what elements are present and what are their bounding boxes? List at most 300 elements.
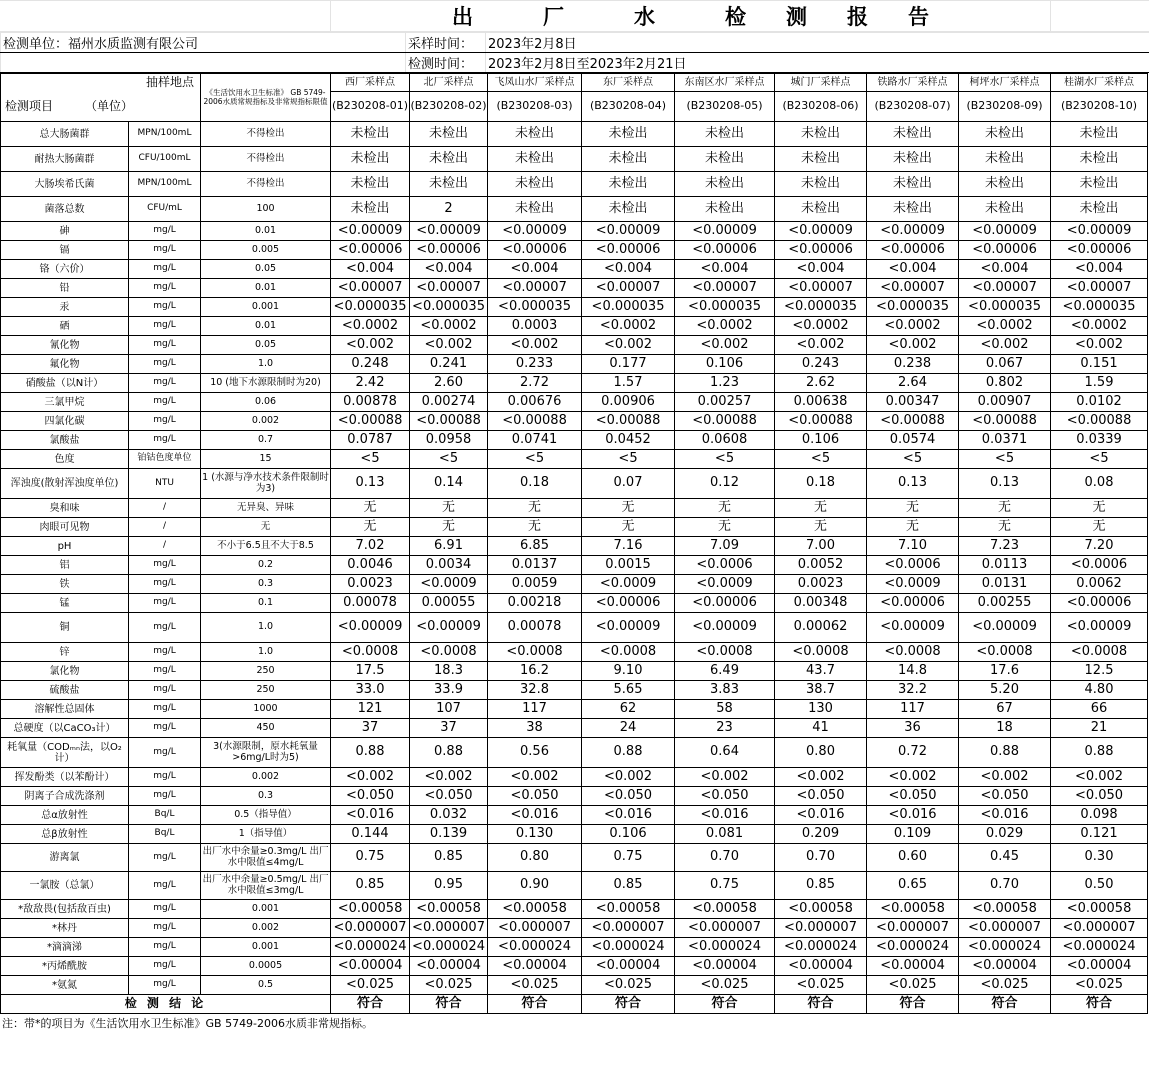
value-cell: <0.0002 — [867, 317, 959, 336]
page-title — [331, 1, 1051, 32]
value-cell: 7.10 — [867, 537, 959, 556]
value-cell: 0.130 — [488, 825, 582, 844]
value-cell: 16.2 — [488, 662, 582, 681]
item-name: 阴离子合成洗涤剂 — [1, 787, 129, 806]
value-cell: 0.18 — [775, 469, 867, 499]
value-cell: 无 — [331, 518, 410, 537]
value-cell: 0.0034 — [410, 556, 488, 575]
value-cell: <0.025 — [488, 976, 582, 995]
unit-cell: mg/L — [129, 575, 201, 594]
title-char: 报 — [847, 5, 869, 29]
value-cell: 0.243 — [775, 355, 867, 374]
value-cell: <0.00006 — [1051, 241, 1148, 260]
value-cell: <0.00004 — [867, 957, 959, 976]
value-cell: <0.000024 — [775, 938, 867, 957]
item-name: 砷 — [1, 222, 129, 241]
value-cell: 0.067 — [959, 355, 1051, 374]
value-cell: 0.209 — [775, 825, 867, 844]
value-cell: 7.16 — [582, 537, 675, 556]
site-name: 北厂采样点 — [410, 74, 488, 92]
value-cell: <0.004 — [1051, 260, 1148, 279]
value-cell: 未检出 — [1051, 172, 1148, 197]
value-cell: 130 — [775, 700, 867, 719]
value-cell: <0.00009 — [1051, 613, 1148, 643]
value-cell: <0.00009 — [582, 613, 675, 643]
limit-cell: 出厂水中余量≥0.3mg/L 出厂水中限值≤4mg/L — [201, 844, 331, 872]
value-cell: 0.70 — [675, 844, 775, 872]
table-row — [1, 450, 1148, 469]
value-cell: <0.025 — [775, 976, 867, 995]
unit-cell: mg/L — [129, 957, 201, 976]
value-cell: <0.00004 — [582, 957, 675, 976]
value-cell: <0.002 — [1051, 768, 1148, 787]
value-cell: 0.0452 — [582, 431, 675, 450]
value-cell: 无 — [582, 518, 675, 537]
table-row — [1, 412, 1148, 431]
value-cell: <0.0008 — [410, 643, 488, 662]
value-cell: 0.0059 — [488, 575, 582, 594]
value-cell: <0.00009 — [675, 222, 775, 241]
item-name: *滴滴涕 — [1, 938, 129, 957]
item-name: 硒 — [1, 317, 129, 336]
value-cell: 0.0137 — [488, 556, 582, 575]
value-cell: 未检出 — [959, 172, 1051, 197]
value-cell: <0.000035 — [675, 298, 775, 317]
results-body — [1, 122, 1148, 995]
limit-cell: 15 — [201, 450, 331, 469]
value-cell: 0.80 — [488, 844, 582, 872]
value-cell: 37 — [331, 719, 410, 738]
value-cell: <0.00088 — [1051, 412, 1148, 431]
value-cell: <0.0002 — [410, 317, 488, 336]
value-cell: <0.00006 — [582, 241, 675, 260]
value-cell: <0.000024 — [1051, 938, 1148, 957]
site-name: 桂湖水厂采样点 — [1051, 74, 1148, 92]
value-cell: <0.00006 — [775, 241, 867, 260]
value-cell: <0.00088 — [675, 412, 775, 431]
conclusion-label: 检 测 结 论 — [1, 995, 331, 1014]
value-cell: <0.00006 — [675, 594, 775, 613]
table-row — [1, 393, 1148, 412]
value-cell: 0.00348 — [775, 594, 867, 613]
value-cell: 0.85 — [410, 844, 488, 872]
value-cell: 未检出 — [582, 147, 675, 172]
item-name: 游离氯 — [1, 844, 129, 872]
value-cell: <0.004 — [410, 260, 488, 279]
value-cell: 0.0023 — [775, 575, 867, 594]
conclusion-value: 符合 — [675, 995, 775, 1014]
value-cell: <0.002 — [675, 768, 775, 787]
table-row — [1, 537, 1148, 556]
value-cell: <0.0008 — [1051, 643, 1148, 662]
value-cell: 未检出 — [331, 197, 410, 222]
item-name: 锌 — [1, 643, 129, 662]
conclusion-value: 符合 — [775, 995, 867, 1014]
item-name: *丙烯酰胺 — [1, 957, 129, 976]
footnote: 注：带*的项目为《生活饮用水卫生标准》GB 5749-2006水质非常规指标。 — [2, 1017, 374, 1030]
value-cell: <0.000007 — [331, 919, 410, 938]
value-cell: 18 — [959, 719, 1051, 738]
value-cell: 0.00078 — [331, 594, 410, 613]
value-cell: <0.0008 — [488, 643, 582, 662]
value-cell: 未检出 — [410, 122, 488, 147]
table-row — [1, 469, 1148, 499]
unit-cell: mg/L — [129, 938, 201, 957]
value-cell: <0.00009 — [867, 222, 959, 241]
value-cell: <0.004 — [867, 260, 959, 279]
header-row-codes — [1, 92, 1148, 122]
value-cell: <0.004 — [331, 260, 410, 279]
value-cell: 未检出 — [675, 122, 775, 147]
value-cell: <0.000007 — [775, 919, 867, 938]
value-cell: 33.9 — [410, 681, 488, 700]
table-row — [1, 518, 1148, 537]
value-cell: <0.00004 — [488, 957, 582, 976]
value-cell: <5 — [1051, 450, 1148, 469]
limit-cell: 0.1 — [201, 594, 331, 613]
value-cell: 23 — [675, 719, 775, 738]
value-cell: 0.13 — [331, 469, 410, 499]
value-cell: <0.00009 — [410, 613, 488, 643]
table-row — [1, 844, 1148, 872]
value-cell: <0.00009 — [331, 222, 410, 241]
value-cell: 17.5 — [331, 662, 410, 681]
value-cell: <0.050 — [582, 787, 675, 806]
value-cell: 32.2 — [867, 681, 959, 700]
value-cell: <0.00009 — [1051, 222, 1148, 241]
limit-cell: 0.01 — [201, 222, 331, 241]
value-cell: <0.002 — [1051, 336, 1148, 355]
item-name: 氯酸盐 — [1, 431, 129, 450]
testing-time-value: 2023年2月8日至2023年2月21日 — [486, 53, 1149, 73]
unit-cell: CFU/mL — [129, 197, 201, 222]
limit-cell: 100 — [201, 197, 331, 222]
value-cell: 58 — [675, 700, 775, 719]
value-cell: <0.002 — [410, 336, 488, 355]
unit-cell: mg/L — [129, 336, 201, 355]
unit-cell: mg/L — [129, 662, 201, 681]
value-cell: 0.75 — [582, 844, 675, 872]
conclusion-value: 符合 — [959, 995, 1051, 1014]
value-cell: <0.050 — [331, 787, 410, 806]
unit-cell: mg/L — [129, 222, 201, 241]
item-name: 色度 — [1, 450, 129, 469]
value-cell: 1.57 — [582, 374, 675, 393]
value-cell: 0.88 — [582, 738, 675, 768]
limit-cell: 不得检出 — [201, 172, 331, 197]
conclusion-value: 符合 — [1051, 995, 1148, 1014]
site-code: (B230208-03) — [488, 92, 582, 122]
table-row — [1, 719, 1148, 738]
value-cell: 未检出 — [488, 197, 582, 222]
value-cell: <0.000024 — [959, 938, 1051, 957]
value-cell: <0.000035 — [488, 298, 582, 317]
value-cell: <0.016 — [959, 806, 1051, 825]
value-cell: <0.0008 — [959, 643, 1051, 662]
table-row — [1, 738, 1148, 768]
value-cell: <0.00009 — [675, 613, 775, 643]
table-row — [1, 122, 1148, 147]
unit-cell: / — [129, 518, 201, 537]
value-cell: 无 — [675, 499, 775, 518]
value-cell: 43.7 — [775, 662, 867, 681]
value-cell: <0.00009 — [582, 222, 675, 241]
value-cell: <0.00007 — [959, 279, 1051, 298]
item-name: 镉 — [1, 241, 129, 260]
value-cell: <0.002 — [331, 336, 410, 355]
table-row — [1, 768, 1148, 787]
limit-cell: 0.002 — [201, 768, 331, 787]
value-cell: <0.00004 — [959, 957, 1051, 976]
unit-cell: mg/L — [129, 919, 201, 938]
limit-cell: 3(水源限制，原水耗氧量>6mg/L时为5) — [201, 738, 331, 768]
table-row — [1, 594, 1148, 613]
limit-cell: 不得检出 — [201, 147, 331, 172]
value-cell: <0.000035 — [1051, 298, 1148, 317]
unit-cell: mg/L — [129, 393, 201, 412]
value-cell: 12.5 — [1051, 662, 1148, 681]
value-cell: 无 — [488, 518, 582, 537]
value-cell: <0.00009 — [488, 222, 582, 241]
table-row — [1, 222, 1148, 241]
table-row — [1, 172, 1148, 197]
value-cell: <0.0002 — [331, 317, 410, 336]
unit-cell: NTU — [129, 469, 201, 499]
value-cell: 0.00878 — [331, 393, 410, 412]
value-cell: 0.88 — [331, 738, 410, 768]
table-row — [1, 499, 1148, 518]
limit-cell: 10 (地下水源限制时为20) — [201, 374, 331, 393]
value-cell: <0.00007 — [488, 279, 582, 298]
value-cell: <0.000035 — [331, 298, 410, 317]
value-cell: <0.050 — [867, 787, 959, 806]
value-cell: <0.00088 — [410, 412, 488, 431]
value-cell: 0.0787 — [331, 431, 410, 450]
item-name: 铜 — [1, 613, 129, 643]
value-cell: 0.106 — [582, 825, 675, 844]
table-row — [1, 900, 1148, 919]
value-cell: <0.050 — [488, 787, 582, 806]
value-cell: <0.002 — [582, 336, 675, 355]
value-cell: 未检出 — [488, 172, 582, 197]
table-row — [1, 613, 1148, 643]
unit-cell: mg/L — [129, 594, 201, 613]
item-name: 总硬度（以CaCO₃计） — [1, 719, 129, 738]
table-row — [1, 336, 1148, 355]
value-cell: 17.6 — [959, 662, 1051, 681]
unit-cell: / — [129, 537, 201, 556]
site-code: (B230208-04) — [582, 92, 675, 122]
value-cell: 7.23 — [959, 537, 1051, 556]
value-cell: 0.30 — [1051, 844, 1148, 872]
unit-cell: mg/L — [129, 241, 201, 260]
value-cell: <0.0008 — [867, 643, 959, 662]
item-name: 总大肠菌群 — [1, 122, 129, 147]
value-cell: 0.12 — [675, 469, 775, 499]
value-cell: <0.000024 — [675, 938, 775, 957]
value-cell: 62 — [582, 700, 675, 719]
value-cell: 0.0741 — [488, 431, 582, 450]
value-cell: <0.050 — [675, 787, 775, 806]
value-cell: 未检出 — [775, 172, 867, 197]
value-cell: <0.000035 — [867, 298, 959, 317]
value-cell: <0.0002 — [582, 317, 675, 336]
value-cell: <0.00007 — [775, 279, 867, 298]
value-cell: <0.00004 — [1051, 957, 1148, 976]
limit-cell: 0.05 — [201, 336, 331, 355]
value-cell: <0.0002 — [775, 317, 867, 336]
limit-cell: 0.001 — [201, 298, 331, 317]
unit-cell: mg/L — [129, 900, 201, 919]
value-cell: 未检出 — [410, 147, 488, 172]
value-cell: 0.241 — [410, 355, 488, 374]
value-cell: <0.00088 — [488, 412, 582, 431]
value-cell: <0.00007 — [675, 279, 775, 298]
site-code: (B230208-06) — [775, 92, 867, 122]
title-char: 测 — [786, 5, 808, 29]
limit-cell: 0.0005 — [201, 957, 331, 976]
value-cell: <0.00088 — [582, 412, 675, 431]
limit-cell: 1.0 — [201, 613, 331, 643]
value-cell: 0.177 — [582, 355, 675, 374]
value-cell: <0.050 — [959, 787, 1051, 806]
unit-cell: mg/L — [129, 700, 201, 719]
value-cell: 0.0339 — [1051, 431, 1148, 450]
item-name: 铝 — [1, 556, 129, 575]
conclusion-value: 符合 — [410, 995, 488, 1014]
table-row — [1, 919, 1148, 938]
limit-cell: 1.0 — [201, 355, 331, 374]
value-cell: <0.000024 — [488, 938, 582, 957]
item-name: *氨氮 — [1, 976, 129, 995]
title-char: 厂 — [543, 5, 565, 29]
value-cell: 0.88 — [410, 738, 488, 768]
value-cell: 9.10 — [582, 662, 675, 681]
value-cell: 未检出 — [959, 197, 1051, 222]
value-cell: <5 — [582, 450, 675, 469]
limit-cell: 0.3 — [201, 575, 331, 594]
value-cell: 0.109 — [867, 825, 959, 844]
unit-cell: mg/L — [129, 317, 201, 336]
value-cell: 未检出 — [331, 172, 410, 197]
value-cell: 21 — [1051, 719, 1148, 738]
value-cell: 0.07 — [582, 469, 675, 499]
value-cell: 0.64 — [675, 738, 775, 768]
value-cell: <0.050 — [1051, 787, 1148, 806]
item-name: *林丹 — [1, 919, 129, 938]
value-cell: 无 — [959, 518, 1051, 537]
value-cell: 7.20 — [1051, 537, 1148, 556]
value-cell: 无 — [1051, 518, 1148, 537]
item-label: 检测项目 — [5, 98, 54, 113]
value-cell: 未检出 — [410, 172, 488, 197]
item-name: pH — [1, 537, 129, 556]
value-cell: 无 — [867, 518, 959, 537]
item-name: 铬（六价） — [1, 260, 129, 279]
value-cell: <0.0009 — [410, 575, 488, 594]
value-cell: 32.8 — [488, 681, 582, 700]
value-cell: 0.00062 — [775, 613, 867, 643]
value-cell: <0.000024 — [331, 938, 410, 957]
value-cell: 6.85 — [488, 537, 582, 556]
value-cell: <0.004 — [775, 260, 867, 279]
value-cell: 6.91 — [410, 537, 488, 556]
value-cell: 0.00638 — [775, 393, 867, 412]
value-cell: 4.80 — [1051, 681, 1148, 700]
value-cell: <0.0006 — [1051, 556, 1148, 575]
value-cell: <0.050 — [775, 787, 867, 806]
value-cell: 0.75 — [331, 844, 410, 872]
sampling-time-label: 采样时间： — [406, 33, 486, 53]
limit-cell: 0.7 — [201, 431, 331, 450]
value-cell: <0.00009 — [775, 222, 867, 241]
value-cell: 0.238 — [867, 355, 959, 374]
value-cell: <0.00058 — [959, 900, 1051, 919]
value-cell: 5.65 — [582, 681, 675, 700]
value-cell: 7.00 — [775, 537, 867, 556]
value-cell: 无 — [488, 499, 582, 518]
value-cell: 未检出 — [867, 197, 959, 222]
value-cell: 18.3 — [410, 662, 488, 681]
sampling-site-header: 抽样地点 — [1, 74, 201, 92]
value-cell: 0.151 — [1051, 355, 1148, 374]
value-cell: 0.0023 — [331, 575, 410, 594]
unit-cell: mg/L — [129, 374, 201, 393]
testing-unit: 检测单位：福州水质监测有限公司 — [1, 33, 406, 53]
item-name: 三氯甲烷 — [1, 393, 129, 412]
value-cell: 未检出 — [775, 147, 867, 172]
item-name: 浑浊度(散射浑浊度单位) — [1, 469, 129, 499]
value-cell: <0.025 — [410, 976, 488, 995]
value-cell: 0.80 — [775, 738, 867, 768]
value-cell: <0.025 — [675, 976, 775, 995]
value-cell: <0.0008 — [331, 643, 410, 662]
value-cell: 2.72 — [488, 374, 582, 393]
value-cell: <0.00006 — [867, 594, 959, 613]
results-table — [0, 73, 1148, 1014]
value-cell: 0.0131 — [959, 575, 1051, 594]
value-cell: 未检出 — [675, 147, 775, 172]
value-cell: 5.20 — [959, 681, 1051, 700]
value-cell: <0.000024 — [582, 938, 675, 957]
title-char: 水 — [634, 5, 656, 29]
value-cell: <0.000007 — [959, 919, 1051, 938]
table-row — [1, 431, 1148, 450]
value-cell: <0.002 — [775, 768, 867, 787]
value-cell: 0.56 — [488, 738, 582, 768]
value-cell: 0.0958 — [410, 431, 488, 450]
unit-cell: mg/L — [129, 260, 201, 279]
value-cell: <0.00058 — [775, 900, 867, 919]
item-name: 氟化物 — [1, 355, 129, 374]
value-cell: 0.00907 — [959, 393, 1051, 412]
value-cell: <0.025 — [867, 976, 959, 995]
site-name: 东厂采样点 — [582, 74, 675, 92]
value-cell: <0.00088 — [331, 412, 410, 431]
value-cell: 0.248 — [331, 355, 410, 374]
value-cell: 0.0062 — [1051, 575, 1148, 594]
table-row — [1, 147, 1148, 172]
conclusion-value: 符合 — [488, 995, 582, 1014]
value-cell: 41 — [775, 719, 867, 738]
site-code: (B230208-01) — [331, 92, 410, 122]
value-cell: <0.0009 — [675, 575, 775, 594]
unit-cell: / — [129, 499, 201, 518]
title-char: 检 — [725, 5, 747, 29]
table-row — [1, 787, 1148, 806]
limit-cell: 不得检出 — [201, 122, 331, 147]
value-cell: 0.00347 — [867, 393, 959, 412]
